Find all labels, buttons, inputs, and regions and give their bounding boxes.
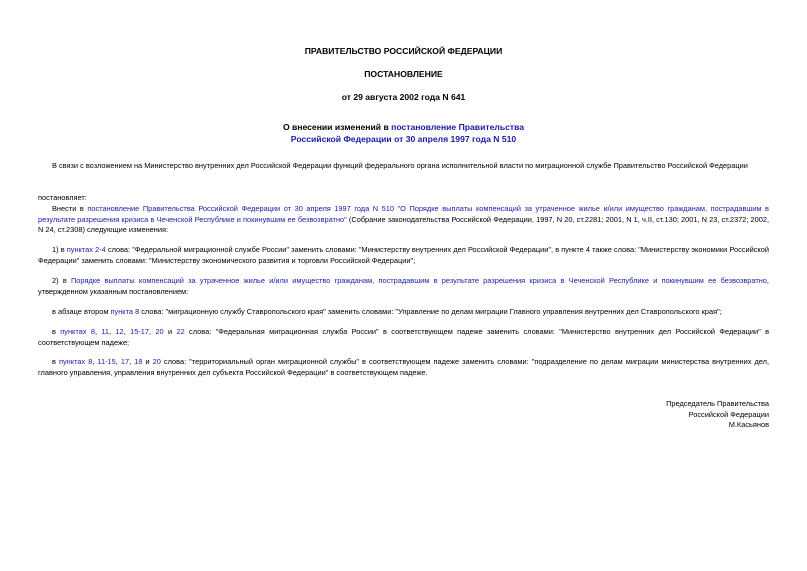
doc-type-heading: ПОСТАНОВЛЕНИЕ <box>364 69 443 79</box>
subb-link-1[interactable]: 11 <box>101 327 110 336</box>
suba-pre: в абзаце втором <box>52 307 111 316</box>
document-title <box>0 121 807 145</box>
subb-link-0[interactable]: пунктах 8 <box>60 327 95 336</box>
subb-pre: в <box>52 327 61 336</box>
item1-link[interactable]: пунктах 2-4 <box>66 245 106 254</box>
subb-link-4[interactable]: 20 <box>155 327 164 336</box>
item2-pre: 2) в <box>52 276 71 285</box>
subb-link-2[interactable]: 12 <box>115 327 124 336</box>
subb-sep: , <box>109 327 116 336</box>
signature-line-1: Председатель Правительства <box>666 399 769 408</box>
signature-line-3: М.Касьянов <box>728 420 769 429</box>
main-pre: Внести в <box>52 204 88 213</box>
subc-link-2[interactable]: 17 <box>120 357 130 366</box>
subb-sep: , <box>123 327 131 336</box>
sub-item-b <box>38 327 769 348</box>
item2-post: , утвержденном указанным постановлением: <box>38 276 769 296</box>
subc-link-3[interactable]: 18 <box>134 357 143 366</box>
subb-sep: , <box>94 327 102 336</box>
preamble: В связи с возложением на Министерство внутренних дел Российской Федерации функций федерального органа исполнительной власти по миграционной службе Правительство Российской Федерации <box>52 161 748 170</box>
date-line: от 29 августа 2002 года N 641 <box>341 92 466 102</box>
subc-and: и <box>142 357 153 366</box>
sub-item-c <box>38 357 769 378</box>
main-link-title[interactable]: "О Порядке выплаты компенсаций за утраченное жилье и/или имущество гражданам, пострадавшим в результате разрешения кризиса в Чеченской Республике и покинувшим ее безвозвратно" <box>38 204 769 224</box>
subb-post: слова: "Федеральная миграционная служба России" в соответствующем падеже заменить словами: "Министерство внутренних дел Российской Федерации" в соответствующем падеже; <box>38 327 769 347</box>
subc-pre: в <box>52 357 59 366</box>
signature-block <box>666 399 769 431</box>
subc-link-4[interactable]: 20 <box>152 357 161 366</box>
item-1 <box>38 245 769 266</box>
subb-and: и <box>163 327 177 336</box>
subc-post: слова: "территориальный орган миграционной службы" в соответствующем падеже заменить словами: "подразделение по делам миграции министерства внутренних дел, главного управления, управления внутренних дел субъекта Российской Федерации" в соответствующем падеже. <box>38 357 770 377</box>
suba-post: слова: "миграционную службу Ставропольского края" заменить словами: "Управление по делам миграции Главного управления внутренних дел Ставропольского края"; <box>139 307 722 316</box>
title-link-part2[interactable]: Российской Федерации от 30 апреля 1997 года N 510 <box>290 134 517 144</box>
title-link-part1[interactable]: постановление Правительства <box>391 122 525 132</box>
item1-pre: 1) в <box>52 245 67 254</box>
title-prefix: О внесении изменений в <box>282 122 392 132</box>
subb-link-3[interactable]: 15-17 <box>130 327 149 336</box>
subc-sep: , <box>92 357 98 366</box>
main-paragraph <box>38 204 769 236</box>
signature-line-2: Российской Федерации <box>688 409 769 419</box>
item2-link[interactable]: Порядке выплаты компенсаций за утраченное жилье и/или имущество гражданам, пострадавшим в результате разрешения кризиса в Чеченской Республике и покинувшим ее безвозвратно <box>71 276 767 285</box>
subc-sep: , <box>129 357 135 366</box>
sub-item-a <box>38 307 769 318</box>
subb-link-5[interactable]: 22 <box>176 327 185 336</box>
item-2 <box>38 276 769 297</box>
suba-link[interactable]: пункта 8 <box>110 307 140 316</box>
resolves-word: постановляет: <box>38 193 87 202</box>
subc-sep: , <box>115 357 121 366</box>
item1-post: слова: "Федеральной миграционной службе России" заменить словами: "Министерству внутренних дел Российской Федерации", в пункте 4 также слова: "Министерству экономики Российской Федерации" заменить словами: "Министерству экономического развития и торговли Российской Федерации"; <box>38 245 769 265</box>
subc-link-1[interactable]: 11-15 <box>97 357 116 366</box>
main-post: (Собрание законодательства Российской Федерации, 1997, N 20, ст.2281; 2001, N 1, ч.II, ст.130; 2001, N 23, ст.2372; 2002, N 24, ст.2308) следующие изменения: <box>38 214 769 234</box>
subc-link-0[interactable]: пунктах 8 <box>58 357 93 366</box>
subb-sep: , <box>148 327 156 336</box>
org-heading: ПРАВИТЕЛЬСТВО РОССИЙСКОЙ ФЕДЕРАЦИИ <box>304 46 503 56</box>
main-link-resolution[interactable]: постановление Правительства Российской Федерации от 30 апреля 1997 года N 510 <box>87 204 394 213</box>
